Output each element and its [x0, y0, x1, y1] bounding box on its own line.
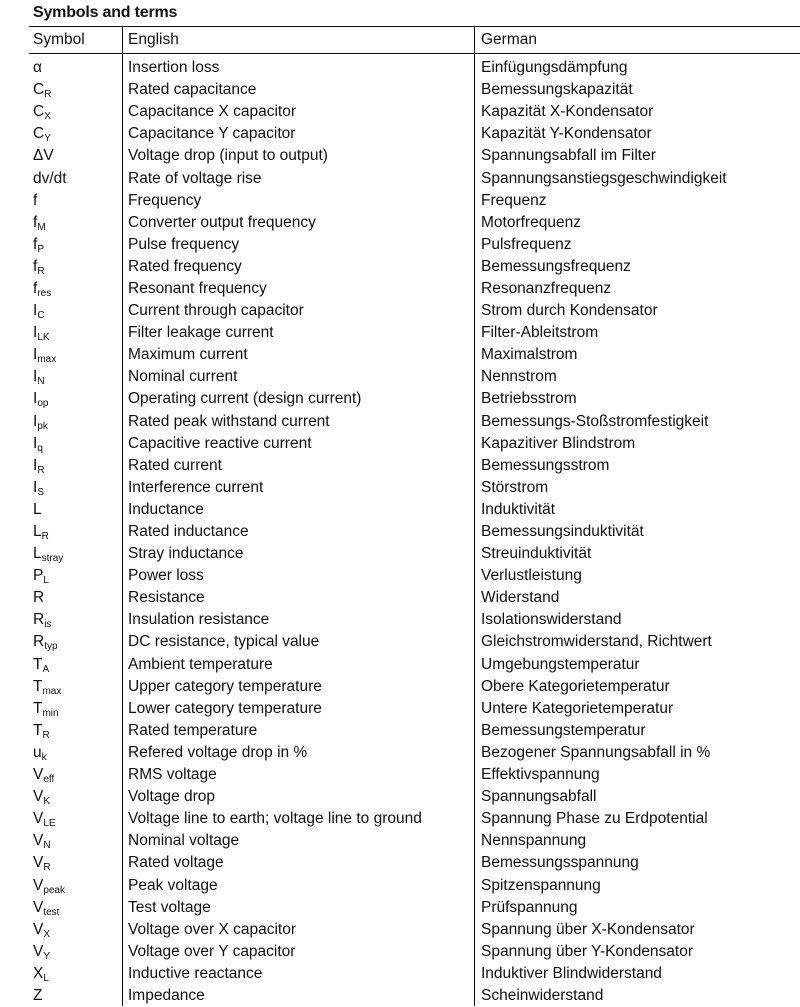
- english-cell: Frequency: [128, 191, 202, 209]
- table-row: [29, 919, 800, 941]
- german-cell: Kapazität X-Kondensator: [481, 103, 654, 121]
- symbol-cell: [29, 722, 122, 740]
- english-cell: Peak voltage: [128, 876, 218, 894]
- table-row: [29, 742, 800, 764]
- table-row: [29, 852, 800, 874]
- english-cell: Voltage drop: [128, 788, 216, 806]
- german-cell: Spannung Phase zu Erdpotential: [481, 810, 708, 828]
- symbol-main: α: [33, 59, 42, 77]
- german-cell: Bemessungstemperatur: [481, 721, 646, 739]
- symbol-main: f: [33, 279, 38, 297]
- symbol-cell: [29, 390, 122, 408]
- table-row: [29, 57, 800, 79]
- table-row: [29, 101, 800, 123]
- table-row: [29, 433, 800, 455]
- german-cell: Strom durch Kondensator: [481, 302, 658, 320]
- table-row: [29, 786, 800, 808]
- english-cell: Voltage drop (input to output): [128, 147, 328, 165]
- german-cell: Effektivspannung: [481, 766, 600, 784]
- english-cell: Stray inductance: [128, 545, 244, 563]
- symbol-cell: [29, 236, 122, 254]
- english-cell: Voltage line to earth; voltage line to ground: [128, 810, 422, 828]
- english-cell: Pulse frequency: [128, 235, 240, 253]
- english-cell: Rated current: [128, 456, 222, 474]
- symbol-cell: [29, 656, 122, 674]
- symbol-subscript: R: [44, 89, 52, 101]
- german-cell: Induktivität: [481, 500, 556, 518]
- symbol-cell: [29, 832, 122, 850]
- symbol-subscript: Y: [43, 950, 51, 962]
- symbol-main: V: [33, 876, 44, 894]
- german-cell: Spannung über Y-Kondensator: [481, 942, 694, 960]
- english-cell: Power loss: [128, 567, 204, 585]
- table-row: [29, 676, 800, 698]
- german-cell: Streuinduktivität: [481, 545, 592, 563]
- german-cell: Widerstand: [481, 589, 560, 607]
- english-cell: Resistance: [128, 589, 205, 607]
- symbol-cell: [29, 479, 122, 497]
- symbol-main: u: [33, 743, 42, 761]
- symbol-main: I: [33, 346, 38, 364]
- symbol-main: V: [33, 854, 44, 872]
- english-cell: Rated peak withstand current: [128, 412, 330, 430]
- german-cell: Isolationswiderstand: [481, 611, 622, 629]
- symbol-subscript: res: [37, 287, 52, 299]
- german-cell: Obere Kategorietemperatur: [481, 677, 670, 695]
- table-row: [29, 897, 800, 919]
- english-cell: Refered voltage drop in %: [128, 743, 308, 761]
- symbol-subscript: A: [42, 663, 50, 675]
- german-cell: Bemessungskapazität: [481, 81, 633, 99]
- english-cell: Maximum current: [128, 346, 248, 364]
- symbol-main: C: [33, 103, 45, 121]
- column-divider: [474, 26, 475, 1006]
- german-cell: Maximalstrom: [481, 346, 578, 364]
- german-cell: Bezogener Spannungsabfall in %: [481, 743, 711, 761]
- german-cell: Bemessungsspannung: [481, 854, 639, 872]
- table-row: [29, 609, 800, 631]
- german-cell: Bemessungsfrequenz: [481, 257, 631, 275]
- symbol-subscript: q: [37, 442, 43, 454]
- symbol-subscript: P: [37, 243, 44, 255]
- symbol-subscript: stray: [41, 553, 64, 565]
- symbol-cell: [29, 435, 122, 453]
- symbol-cell: [29, 501, 122, 519]
- german-cell: Nennspannung: [481, 832, 587, 850]
- german-cell: Pulsfrequenz: [481, 235, 572, 253]
- symbol-cell: [29, 214, 122, 232]
- symbol-subscript: test: [43, 906, 60, 918]
- symbol-main: V: [33, 766, 44, 784]
- table-row: [29, 145, 800, 167]
- symbol-cell: [29, 810, 122, 828]
- german-cell: Resonanzfrequenz: [481, 279, 612, 297]
- symbol-subscript: pk: [37, 420, 48, 432]
- symbol-subscript: eff: [43, 774, 55, 786]
- symbol-main: I: [33, 434, 38, 452]
- table-row: [29, 654, 800, 676]
- symbol-cell: [29, 788, 122, 806]
- symbol-main: V: [33, 810, 44, 828]
- table-row: [29, 123, 800, 145]
- symbol-cell: [29, 59, 122, 77]
- symbol-subscript: max: [37, 354, 57, 366]
- symbol-main: Z: [33, 986, 43, 1004]
- symbol-cell: [29, 170, 122, 188]
- table-row: [29, 455, 800, 477]
- table-row: [29, 985, 800, 1007]
- symbol-subscript: X: [43, 928, 51, 940]
- symbol-subscript: R: [37, 265, 45, 277]
- english-cell: Rated temperature: [128, 721, 258, 739]
- table-row: [29, 543, 800, 565]
- english-cell: Rated inductance: [128, 523, 249, 541]
- symbol-cell: [29, 678, 122, 696]
- german-cell: Bemessungs-Stoßstromfestigkeit: [481, 412, 709, 430]
- table-row: [29, 764, 800, 786]
- english-cell: Filter leakage current: [128, 324, 274, 342]
- symbol-cell: [29, 965, 122, 983]
- symbol-main: L: [33, 500, 42, 518]
- german-cell: Motorfrequenz: [481, 213, 581, 231]
- symbol-cell: [29, 700, 122, 718]
- symbol-subscript: LK: [37, 332, 50, 344]
- symbol-subscript: peak: [43, 884, 66, 896]
- symbol-main: T: [33, 677, 43, 695]
- english-cell: Rated voltage: [128, 854, 224, 872]
- symbol-main: f: [33, 257, 38, 275]
- table-row: [29, 565, 800, 587]
- symbol-main: I: [33, 456, 38, 474]
- symbol-main: L: [33, 545, 42, 563]
- symbol-subscript: L: [43, 972, 49, 984]
- page-title: Symbols and terms: [33, 4, 178, 21]
- table-row: [29, 874, 800, 896]
- symbol-main: T: [33, 721, 43, 739]
- symbol-main: I: [33, 412, 38, 430]
- symbol-subscript: M: [37, 221, 46, 233]
- english-cell: Inductance: [128, 500, 204, 518]
- symbol-subscript: min: [42, 707, 59, 719]
- english-cell: Current through capacitor: [128, 302, 304, 320]
- english-cell: Insertion loss: [128, 59, 220, 77]
- table-row: [29, 300, 800, 322]
- symbol-subscript: K: [43, 796, 51, 808]
- symbol-cell: [29, 633, 122, 651]
- symbol-cell: [29, 280, 122, 298]
- table-row: [29, 521, 800, 543]
- german-cell: Störstrom: [481, 478, 549, 496]
- symbol-cell: [29, 324, 122, 342]
- symbol-subscript: R: [42, 729, 50, 741]
- table-row: [29, 808, 800, 830]
- german-cell: Bemessungsinduktivität: [481, 523, 644, 541]
- symbol-main: I: [33, 390, 38, 408]
- table-header: [29, 26, 800, 54]
- header-english: English: [128, 31, 179, 48]
- english-cell: Upper category temperature: [128, 677, 322, 695]
- english-cell: Resonant frequency: [128, 279, 267, 297]
- german-cell: Spannungsabfall: [481, 788, 597, 806]
- table-row: [29, 366, 800, 388]
- symbol-main: f: [33, 235, 38, 253]
- table-row: [29, 941, 800, 963]
- table-row: [29, 411, 800, 433]
- table-row: [29, 190, 800, 212]
- english-cell: Rated capacitance: [128, 81, 257, 99]
- german-cell: Kapazitiver Blindstrom: [481, 434, 636, 452]
- symbol-main: V: [33, 920, 44, 938]
- symbol-cell: [29, 192, 122, 210]
- symbol-cell: [29, 413, 122, 431]
- table-row: [29, 79, 800, 101]
- german-cell: Untere Kategorietemperatur: [481, 699, 674, 717]
- german-cell: Spannungsabfall im Filter: [481, 147, 656, 165]
- symbol-subscript: typ: [44, 641, 58, 653]
- table-row: [29, 278, 800, 300]
- table-row: [29, 499, 800, 521]
- column-divider: [122, 26, 123, 1006]
- german-cell: Spannung über X-Kondensator: [481, 920, 695, 938]
- symbol-cell: [29, 103, 122, 121]
- german-cell: Gleichstromwiderstand, Richtwert: [481, 633, 712, 651]
- symbol-subscript: L: [43, 575, 49, 587]
- english-cell: Nominal voltage: [128, 832, 240, 850]
- symbol-cell: [29, 147, 122, 165]
- english-cell: Voltage over X capacitor: [128, 920, 297, 938]
- english-cell: Rated frequency: [128, 257, 242, 275]
- symbol-subscript: N: [37, 376, 45, 388]
- symbol-subscript: op: [37, 398, 49, 410]
- english-cell: Ambient temperature: [128, 655, 273, 673]
- symbol-main: C: [33, 125, 45, 143]
- symbol-main: f: [33, 191, 38, 209]
- symbol-cell: [29, 457, 122, 475]
- symbol-subscript: Y: [44, 133, 51, 145]
- english-cell: Capacitance X capacitor: [128, 103, 297, 121]
- symbol-cell: [29, 545, 122, 563]
- table-row: [29, 167, 800, 189]
- table-row: [29, 477, 800, 499]
- symbol-main: X: [33, 964, 44, 982]
- table-row: [29, 830, 800, 852]
- symbols-table: [29, 26, 800, 1007]
- table-row: [29, 388, 800, 410]
- symbol-main: R: [33, 611, 45, 629]
- german-cell: Bemessungsstrom: [481, 456, 610, 474]
- symbol-main: I: [33, 368, 38, 386]
- german-cell: Nennstrom: [481, 368, 557, 386]
- symbol-subscript: is: [44, 619, 52, 631]
- symbol-main: L: [33, 523, 42, 541]
- symbol-cell: [29, 346, 122, 364]
- symbol-main: ΔV: [33, 147, 54, 165]
- symbol-cell: [29, 125, 122, 143]
- header-german: German: [481, 31, 537, 48]
- symbol-cell: [29, 81, 122, 99]
- symbol-subscript: max: [42, 685, 62, 697]
- german-cell: Spitzenspannung: [481, 876, 601, 894]
- symbol-subscript: R: [37, 464, 45, 476]
- table-row: [29, 212, 800, 234]
- symbol-main: P: [33, 567, 44, 585]
- symbol-subscript: N: [43, 840, 51, 852]
- german-cell: Kapazität Y-Kondensator: [481, 125, 652, 143]
- english-cell: Nominal current: [128, 368, 238, 386]
- german-cell: Prüfspannung: [481, 898, 578, 916]
- symbol-main: V: [33, 898, 44, 916]
- symbol-cell: [29, 943, 122, 961]
- table-row: [29, 587, 800, 609]
- english-cell: Capacitance Y capacitor: [128, 125, 296, 143]
- english-cell: Voltage over Y capacitor: [128, 942, 296, 960]
- symbol-main: T: [33, 699, 43, 717]
- symbol-cell: [29, 258, 122, 276]
- english-cell: Lower category temperature: [128, 699, 322, 717]
- symbol-main: I: [33, 324, 38, 342]
- symbol-main: V: [33, 788, 44, 806]
- table-row: [29, 322, 800, 344]
- symbol-cell: [29, 987, 122, 1005]
- german-cell: Frequenz: [481, 191, 547, 209]
- symbol-main: C: [33, 81, 45, 99]
- table-row: [29, 234, 800, 256]
- english-cell: Interference current: [128, 478, 264, 496]
- symbol-subscript: R: [43, 862, 51, 874]
- symbol-cell: [29, 921, 122, 939]
- table-body: [29, 57, 800, 1007]
- german-cell: Spannungsanstiegsgeschwindigkeit: [481, 169, 727, 187]
- symbol-cell: [29, 302, 122, 320]
- symbol-main: V: [33, 832, 44, 850]
- table-row: [29, 631, 800, 653]
- header-symbol: Symbol: [33, 31, 85, 48]
- german-cell: Einfügungsdämpfung: [481, 59, 628, 77]
- symbol-main: R: [33, 589, 45, 607]
- german-cell: Betriebsstrom: [481, 390, 577, 408]
- symbol-main: T: [33, 655, 43, 673]
- german-cell: Filter-Ableitstrom: [481, 324, 599, 342]
- table-row: [29, 720, 800, 742]
- symbol-cell: [29, 744, 122, 762]
- symbol-cell: [29, 589, 122, 607]
- symbol-cell: [29, 854, 122, 872]
- symbol-cell: [29, 877, 122, 895]
- symbol-subscript: C: [37, 310, 45, 322]
- english-cell: Test voltage: [128, 898, 211, 916]
- english-cell: Operating current (design current): [128, 390, 362, 408]
- german-cell: Verlustleistung: [481, 567, 582, 585]
- english-cell: RMS voltage: [128, 766, 217, 784]
- english-cell: DC resistance, typical value: [128, 633, 320, 651]
- symbol-main: dv/dt: [33, 169, 67, 187]
- table-row: [29, 963, 800, 985]
- english-cell: Capacitive reactive current: [128, 434, 312, 452]
- table-row: [29, 256, 800, 278]
- symbol-cell: [29, 899, 122, 917]
- symbol-subscript: X: [44, 111, 51, 123]
- german-cell: Umgebungstemperatur: [481, 655, 640, 673]
- german-cell: Scheinwiderstand: [481, 986, 604, 1004]
- symbol-main: R: [33, 633, 45, 651]
- symbol-main: I: [33, 478, 38, 496]
- english-cell: Converter output frequency: [128, 213, 316, 231]
- symbol-main: I: [33, 302, 38, 320]
- symbol-cell: [29, 368, 122, 386]
- symbol-cell: [29, 766, 122, 784]
- symbol-subscript: k: [41, 751, 47, 763]
- symbol-main: f: [33, 213, 38, 231]
- symbol-cell: [29, 523, 122, 541]
- symbol-main: V: [33, 942, 44, 960]
- german-cell: Induktiver Blindwiderstand: [481, 964, 662, 982]
- symbol-subscript: S: [37, 486, 44, 498]
- english-cell: Rate of voltage rise: [128, 169, 262, 187]
- english-cell: Impedance: [128, 986, 205, 1004]
- symbol-subscript: R: [41, 531, 49, 543]
- english-cell: Inductive reactance: [128, 964, 263, 982]
- table-row: [29, 698, 800, 720]
- symbol-cell: [29, 611, 122, 629]
- symbol-subscript: LE: [43, 818, 56, 830]
- english-cell: Insulation resistance: [128, 611, 270, 629]
- table-row: [29, 344, 800, 366]
- symbol-cell: [29, 567, 122, 585]
